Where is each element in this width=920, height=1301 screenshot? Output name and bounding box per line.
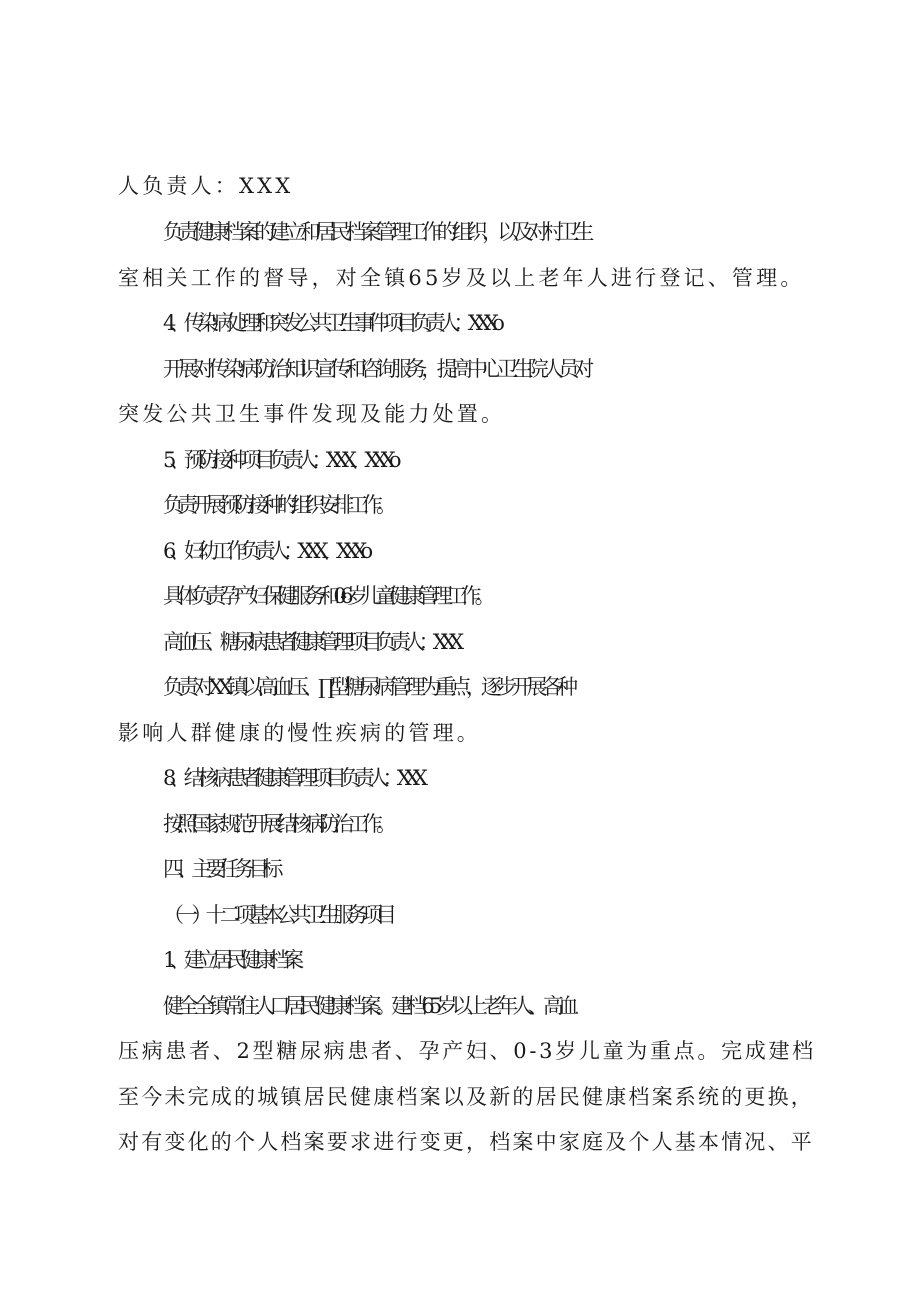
section-heading: 四、主要任务目标 bbox=[163, 857, 277, 881]
paragraph-line: 人负责人：XXX bbox=[118, 174, 294, 198]
list-item-heading: 4、传染病处理和突发公共卫生事件项目负责人：XXXo bbox=[163, 311, 499, 335]
paragraph-line: 对有变化的个人档案要求进行变更，档案中家庭及个人基本情况、平 bbox=[118, 1130, 814, 1154]
paragraph-line: 负责对XX镇以高血压、∏型糖尿病管理为重点，逐步开展各种 bbox=[163, 675, 573, 699]
paragraph-line: 具体负责孕产妇保健服务和0-6岁儿童健康管理工作。 bbox=[163, 584, 489, 608]
paragraph-line: 健全全镇常住人口居民健康档案。建档65岁以上老年人、高血 bbox=[163, 994, 574, 1018]
list-item-heading: 1、建立居民健康档案 bbox=[163, 948, 298, 972]
list-item-heading: 8、结核病患者健康管理项目负责人：XXX bbox=[163, 766, 422, 790]
subsection-heading: （一）十二项基本公共卫生服务项目 bbox=[163, 903, 391, 927]
paragraph-line: 负责开展预防接种的组织安排工作。 bbox=[163, 493, 391, 517]
list-item-heading: 6、妇幼工作负责人：XXX、XXXo bbox=[163, 539, 367, 563]
paragraph-line: 按照国家规范开展结核病防治工作。 bbox=[163, 812, 391, 836]
paragraph-line: 开展对传染病防治知识宣传和咨询服务，提高中心卫生院人员对 bbox=[163, 357, 589, 381]
paragraph-line: 至今未完成的城镇居民健康档案以及新的居民健康档案系统的更换， bbox=[118, 1085, 814, 1109]
paragraph-line: 室相关工作的督导，对全镇65岁及以上老年人进行登记、管理。 bbox=[118, 266, 805, 290]
paragraph-line: 压病患者、2型糖尿病患者、孕产妇、0-3岁儿童为重点。完成建档 bbox=[118, 1039, 816, 1063]
paragraph-line: 影响人群健康的慢性疾病的管理。 bbox=[118, 721, 481, 745]
paragraph-line: 负责健康档案的建立和居民档案管理工作的组织，以及对村卫生 bbox=[163, 220, 589, 244]
paragraph-line: 突发公共卫生事件发现及能力处置。 bbox=[118, 402, 506, 426]
list-item-heading: 5、预防接种项目负责人：XXX、XXXo bbox=[163, 448, 395, 472]
list-item-heading: 高血压、糖尿病患者健康管理项目负责人：XXX bbox=[163, 630, 458, 654]
